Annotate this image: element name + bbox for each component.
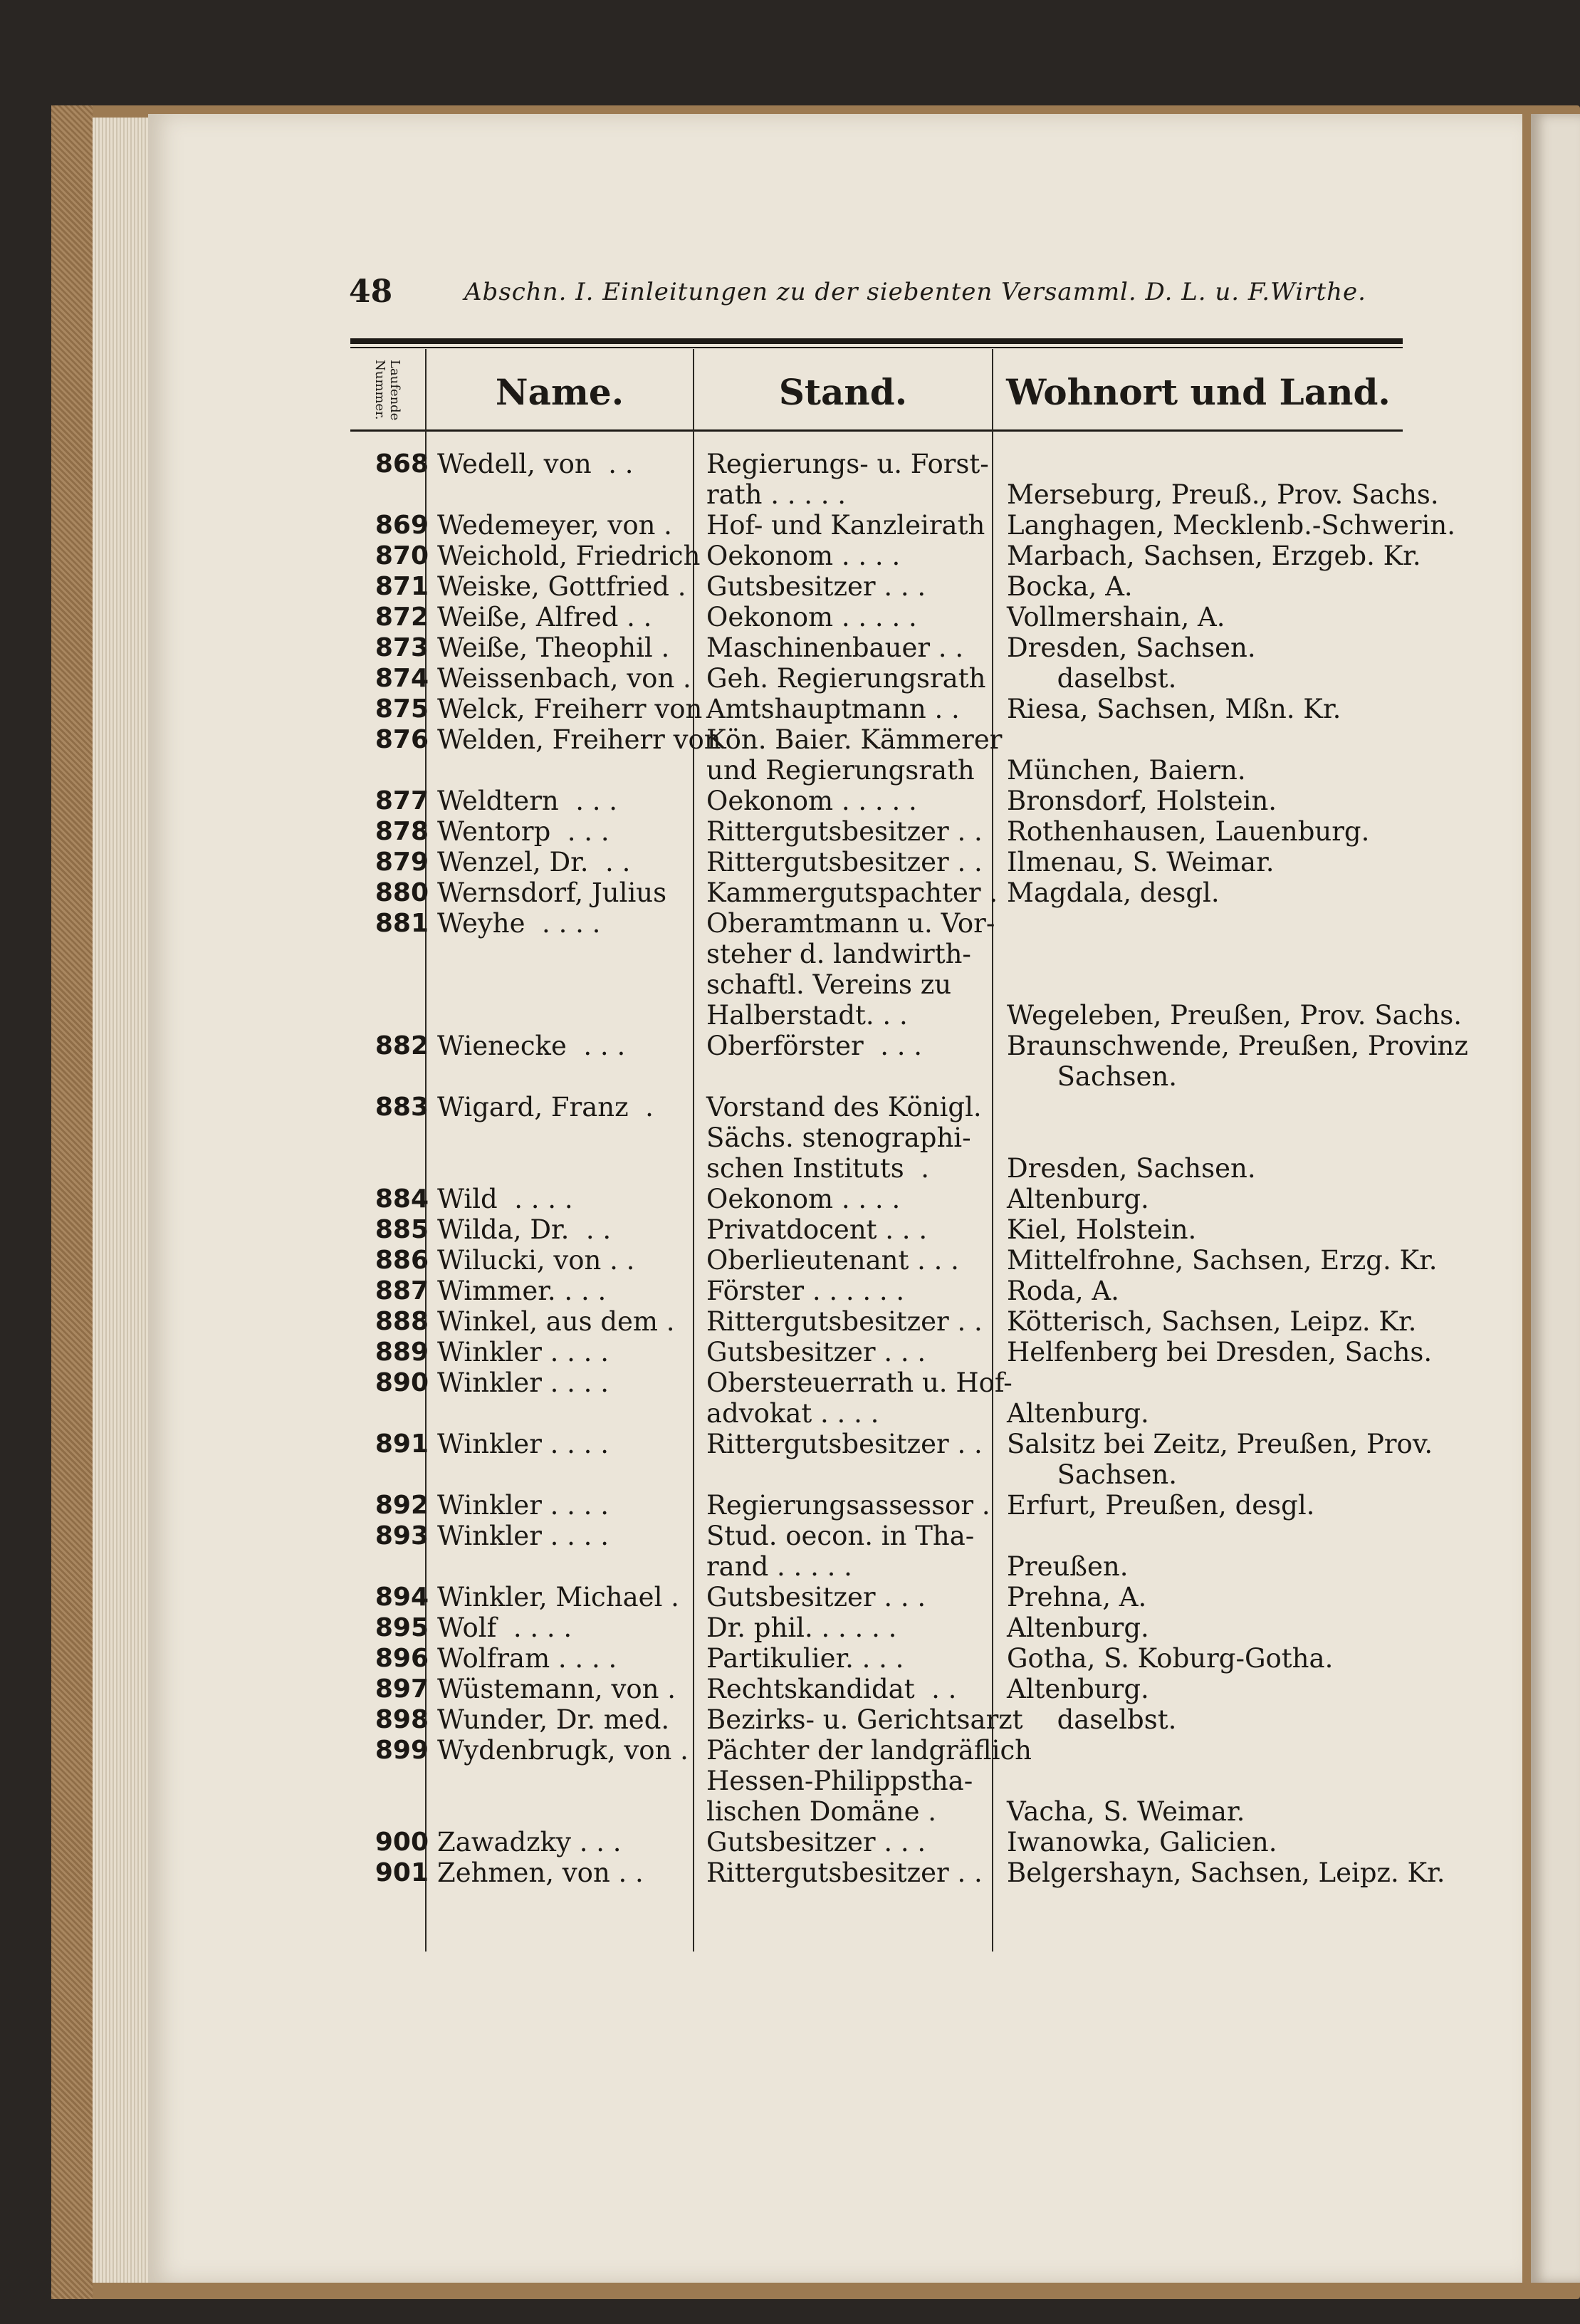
entry-name: Wüstemann, von . [437,1674,676,1704]
entry-stand-line: Oberförster . . . [706,1031,923,1061]
entry-stand-line: rath . . . . . [706,479,847,510]
entry-wohnort-line: Iwanowka, Galicien. [1007,1827,1277,1857]
entry-stand-line: Obersteuerrath u. Hof- [706,1367,1013,1398]
table-row [350,1306,1417,1337]
table-row [350,1214,1403,1245]
entry-wohnort-line: Mittelfrohne, Sachsen, Erzg. Kr. [1007,1245,1438,1276]
table-row [350,1643,1403,1674]
entry-stand-line: schaftl. Vereins zu [706,969,952,1000]
entry-name: Welck, Freiherr von [437,694,703,724]
entry-name: Wedemeyer, von . [437,510,672,541]
entry-stand-line: Pächter der landgräflich [706,1735,1032,1766]
entry-number: 887 [375,1276,429,1306]
entry-wohnort-line: Braunschwende, Preußen, Provinz [1007,1031,1468,1061]
entry-number: 889 [375,1338,429,1367]
entry-number: 888 [375,1307,429,1336]
header-rule-thin [350,347,1403,348]
entry-stand-line: Regierungs- u. Forst- [706,449,989,479]
entry-stand-line: Hessen-Philippstha- [706,1766,973,1796]
entry-stand-line: Geh. Regierungsrath [706,663,986,694]
entry-name: Wilucki, von . . [437,1245,635,1276]
table-row [350,1704,1403,1735]
table-row [350,1674,1403,1704]
entry-number: 895 [375,1613,429,1642]
entry-number: 877 [375,786,429,816]
entry-name: Weiße, Alfred . . [437,602,652,632]
entry-wohnort-line: daselbst. [1007,663,1177,694]
entry-name: Weiße, Theophil . [437,632,670,663]
entry-number: 879 [375,848,429,877]
entry-number: 870 [375,541,429,570]
entry-number: 885 [375,1215,429,1244]
entry-wohnort-line: Gotha, S. Koburg-Gotha. [1007,1643,1334,1674]
entry-wohnort-line: Preußen. [1007,1551,1129,1582]
entry-number: 882 [375,1031,429,1061]
entry-number: 874 [375,664,429,693]
entry-name: Wolfram . . . . [437,1643,617,1674]
entry-number: 899 [375,1736,429,1765]
facing-page-edge [1531,114,1580,2283]
entry-name: Wolf . . . . [437,1612,572,1643]
table-row [350,663,1403,694]
column-header-rule [350,429,1403,432]
entry-stand-line: Sächs. stenographi- [706,1122,971,1153]
entry-name: Wienecke . . . [437,1031,626,1061]
entry-stand-line: Stud. oecon. in Tha- [706,1521,975,1551]
book-spine [51,105,93,2299]
table-row [350,1337,1433,1367]
entry-name: Wedell, von . . [437,449,634,479]
entry-wohnort-line: Erfurt, Preußen, desgl. [1007,1490,1315,1521]
entry-name: Wernsdorf, Julius [437,877,667,908]
entry-wohnort-line: Sachsen. [1007,1061,1178,1092]
entry-stand-line: Rechtskandidat . . [706,1674,957,1704]
entry-wohnort-line: Magdala, desgl. [1007,877,1220,908]
entry-name: Wunder, Dr. med. [437,1704,670,1735]
entry-name: Winkler, Michael . [437,1582,679,1612]
entry-wohnort-line: München, Baiern. [1007,755,1246,786]
entry-stand-line: Rittergutsbesitzer . . [706,1306,983,1337]
entry-name: Winkler . . . . [437,1367,609,1398]
header-rule-thick [350,338,1403,344]
entry-stand-line: Regierungsassessor . [706,1490,990,1521]
entry-stand-line: Amtshauptmann . . [706,694,960,724]
table-row [350,1827,1403,1857]
entry-number: 896 [375,1644,429,1673]
table-row [350,571,1403,602]
page-edges [93,118,157,2283]
running-head: Abschn. I. Einleitungen zu der siebenten Versamml. D. L. u. F.Wirthe. [464,278,1366,306]
table-row [350,1245,1438,1276]
entry-stand-line: schen Instituts . [706,1153,930,1184]
table-row [350,1521,1403,1582]
entry-wohnort-line: Rothenhausen, Lauenburg. [1007,816,1370,847]
entry-number: 878 [375,817,429,846]
entry-stand-line: Privatdocent . . . [706,1214,928,1245]
entry-number: 881 [375,909,429,938]
entry-wohnort-line: Riesa, Sachsen, Mßn. Kr. [1007,694,1341,724]
entry-wohnort-line: Kötterisch, Sachsen, Leipz. Kr. [1007,1306,1417,1337]
table-row [350,1031,1468,1092]
entry-number: 901 [375,1858,429,1887]
table-row [350,1857,1445,1888]
entry-stand-line: Gutsbesitzer . . . [706,571,926,602]
entry-stand-line: Maschinenbauer . . [706,632,964,663]
entry-name: Wenzel, Dr. . . [437,847,631,877]
table-row [350,724,1403,786]
entry-name: Winkel, aus dem . [437,1306,675,1337]
entry-number: 875 [375,694,429,724]
entry-wohnort-line: daselbst. [1007,1704,1177,1735]
entry-number: 883 [375,1093,429,1122]
entry-name: Weichold, Friedrich [437,541,701,571]
table-row [350,510,1455,541]
entry-name: Winkler . . . . [437,1521,609,1551]
entry-wohnort-line: Marbach, Sachsen, Erzgeb. Kr. [1007,541,1421,571]
entry-stand-line: Oekonom . . . . . [706,602,917,632]
entry-wohnort-line: Altenburg. [1007,1184,1149,1214]
entry-stand-line: Kammergutspachter . [706,877,998,908]
entry-name: Weiske, Gottfried . [437,571,686,602]
entry-number: 886 [375,1246,429,1275]
entry-stand-line: Rittergutsbesitzer . . [706,1857,983,1888]
entry-name: Weldtern . . . [437,786,618,816]
entry-wohnort-line: Bocka, A. [1007,571,1133,602]
entry-number: 872 [375,603,429,632]
page-number: 48 [349,273,393,310]
entry-stand-line: Rittergutsbesitzer . . [706,1429,983,1459]
entry-name: Winkler . . . . [437,1490,609,1521]
table-row [350,449,1439,510]
entry-number: 891 [375,1429,429,1459]
entry-name: Zehmen, von . . [437,1857,644,1888]
entry-wohnort-line: Belgershayn, Sachsen, Leipz. Kr. [1007,1857,1445,1888]
table-row [350,541,1421,571]
entry-name: Weissenbach, von . [437,663,691,694]
entry-stand-line: Oberlieutenant . . . [706,1245,959,1276]
entry-wohnort-line: Merseburg, Preuß., Prov. Sachs. [1007,479,1439,510]
entry-stand-line: Gutsbesitzer . . . [706,1582,926,1612]
entry-stand-line: Oekonom . . . . [706,1184,901,1214]
entry-stand-line: Halberstadt. . . [706,1000,908,1031]
entry-wohnort-line: Vacha, S. Weimar. [1007,1796,1245,1827]
entry-number: 873 [375,633,429,662]
entry-stand-line: Gutsbesitzer . . . [706,1337,926,1367]
entry-name: Welden, Freiherr von [437,724,721,755]
page-header [349,269,1366,319]
table-row [350,632,1403,663]
entry-number: 892 [375,1491,429,1520]
entry-name: Wentorp . . . [437,816,609,847]
entry-stand-line: advokat . . . . [706,1398,879,1429]
entry-stand-line: Rittergutsbesitzer . . [706,847,983,877]
entry-wohnort-line: Helfenberg bei Dresden, Sachs. [1007,1337,1433,1367]
table-row [350,1367,1403,1429]
table-row [350,1092,1403,1184]
entry-number: 876 [375,725,429,754]
entry-wohnort-line: Ilmenau, S. Weimar. [1007,847,1275,877]
table-row [350,816,1403,847]
entry-number: 890 [375,1368,429,1397]
table-row [350,877,1403,908]
entry-number: 880 [375,878,429,907]
entry-name: Wimmer. . . . [437,1276,607,1306]
entry-stand-line: rand . . . . . [706,1551,852,1582]
entry-wohnort-line: Altenburg. [1007,1674,1149,1704]
entry-stand-line: Dr. phil. . . . . . [706,1612,897,1643]
entry-number: 884 [375,1184,429,1214]
entry-wohnort-line: Altenburg. [1007,1398,1149,1429]
entry-wohnort-line: Dresden, Sachsen. [1007,1153,1256,1184]
entry-stand-line: Oekonom . . . . . [706,786,917,816]
entry-stand-line: Kön. Baier. Kämmerer [706,724,1003,755]
table-row [350,1582,1403,1612]
entry-stand-line: Hof- und Kanzleirath [706,510,985,541]
entry-stand-line: steher d. landwirth- [706,939,971,969]
entry-stand-line: Oberamtmann u. Vor- [706,908,995,939]
entry-stand-line: lischen Domäne . [706,1796,937,1827]
table-row [350,847,1403,877]
entry-number: 894 [375,1583,429,1612]
entry-wohnort-line: Langhagen, Mecklenb.-Schwerin. [1007,510,1455,541]
entry-wohnort-line: Bronsdorf, Holstein. [1007,786,1277,816]
entry-stand-line: Gutsbesitzer . . . [706,1827,926,1857]
entry-stand-line: und Regierungsrath [706,755,975,786]
entry-wohnort-line: Vollmershain, A. [1007,602,1225,632]
entry-wohnort-line: Wegeleben, Preußen, Prov. Sachs. [1007,1000,1463,1031]
entry-stand-line: Oekonom . . . . [706,541,901,571]
column-header-stand: Stand. [778,370,908,413]
entry-number: 897 [375,1674,429,1704]
entry-number: 871 [375,572,429,601]
entry-wohnort-line: Prehna, A. [1007,1582,1147,1612]
table-row [350,602,1403,632]
table-row [350,908,1463,1031]
entry-name: Wild . . . . [437,1184,573,1214]
table-row [350,694,1403,724]
column-header-number: Laufende Nummer. [372,360,402,421]
entry-number: 869 [375,511,429,540]
entry-stand-line: Vorstand des Königl. [706,1092,982,1122]
entry-wohnort-line: Kiel, Holstein. [1007,1214,1197,1245]
entry-wohnort-line: Roda, A. [1007,1276,1119,1306]
entry-name: Weyhe . . . . [437,908,601,939]
entry-number: 893 [375,1521,429,1551]
entry-wohnort-line: Dresden, Sachsen. [1007,632,1256,663]
entry-name: Winkler . . . . [437,1429,609,1459]
entry-name: Wydenbrugk, von . [437,1735,689,1766]
table-row [350,1612,1403,1643]
entry-number: 868 [375,449,429,479]
table-row [350,1429,1433,1490]
entry-number: 900 [375,1828,429,1857]
table-row [350,1184,1403,1214]
entry-name: Winkler . . . . [437,1337,609,1367]
table-row [350,1276,1403,1306]
entry-stand-line: Bezirks- u. Gerichtsarzt [706,1704,1023,1735]
entry-wohnort-line: Altenburg. [1007,1612,1149,1643]
column-header-wohnort: Wohnort und Land. [1006,370,1391,413]
column-header-name: Name. [495,370,624,413]
entry-stand-line: Förster . . . . . . [706,1276,905,1306]
table-row [350,1490,1403,1521]
entry-name: Zawadzky . . . [437,1827,622,1857]
entry-stand-line: Rittergutsbesitzer . . [706,816,983,847]
entry-name: Wigard, Franz . [437,1092,654,1122]
table-row [350,786,1403,816]
entry-stand-line: Partikulier. . . . [706,1643,904,1674]
entry-wohnort-line: Salsitz bei Zeitz, Preußen, Prov. [1007,1429,1433,1459]
entry-wohnort-line: Sachsen. [1007,1459,1178,1490]
entry-name: Wilda, Dr. . . [437,1214,612,1245]
table-row [350,1735,1403,1827]
entry-number: 898 [375,1705,429,1734]
